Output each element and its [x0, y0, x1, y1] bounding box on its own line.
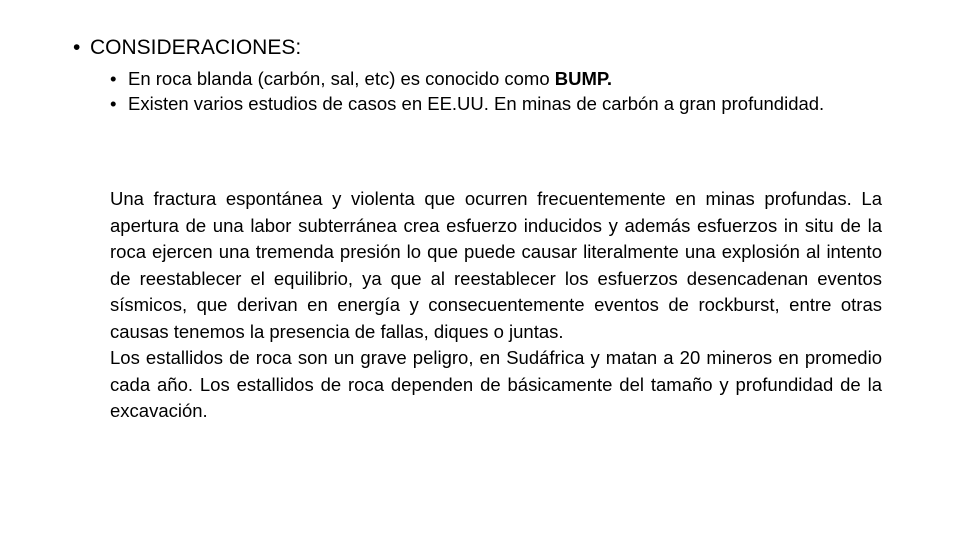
body-text — [110, 186, 882, 425]
sub-bullet-list — [110, 66, 830, 116]
bullet-icon: • — [110, 93, 117, 114]
heading-text: CONSIDERACIONES: — [90, 36, 302, 59]
sub-bullet-text — [128, 91, 824, 116]
heading-bullet — [73, 34, 301, 62]
sub-bullet-plain: En roca blanda (carbón, sal, etc) es conocido como — [128, 68, 555, 89]
bullet-icon: • — [110, 68, 117, 89]
sub-bullet-text — [128, 66, 612, 91]
bullet-icon: • — [73, 36, 81, 59]
sub-bullet-item — [110, 91, 830, 116]
sub-bullet-plain: Existen varios estudios de casos en EE.UU. En minas de carbón a gran profundidad. — [128, 93, 825, 114]
sub-bullet-bold: BUMP. — [554, 68, 612, 89]
paragraph: Una fractura espontánea y violenta que ocurren frecuentemente en minas profundas. La apertura de una labor subterránea crea esfuerzo inducidos y además esfuerzos in situ de la roca ejercen una tremenda presión lo que puede causar literalmente una explosión al intento de reestablecer el equilibrio, ya que al reestablecer los esfuerzos desencadenan eventos sísmicos, que derivan en energía y consecuentemente eventos de rockburst, entre otras causas tenemos la presencia de fallas, diques o juntas. — [110, 188, 882, 342]
sub-bullet-item — [110, 66, 830, 91]
paragraph: Los estallidos de roca son un grave peligro, en Sudáfrica y matan a 20 mineros en promedio cada año. Los estallidos de roca dependen de básicamente del tamaño y profundidad de la excavación. — [110, 347, 882, 421]
